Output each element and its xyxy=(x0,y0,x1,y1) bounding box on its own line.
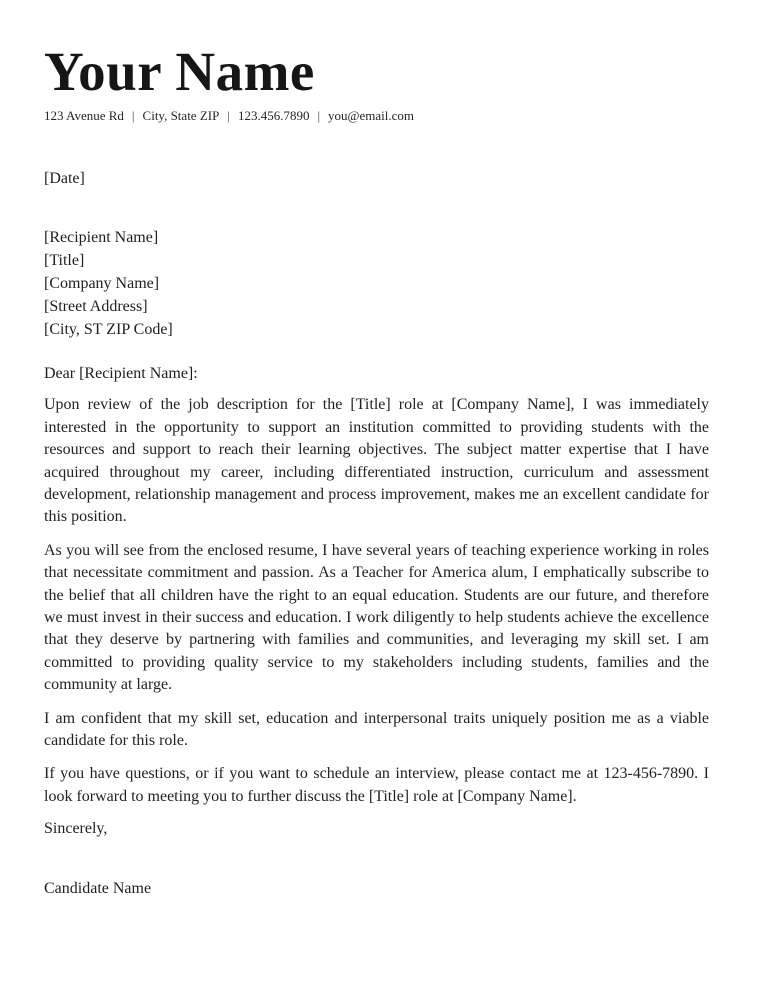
body-paragraph-3: I am confident that my skill set, education and interpersonal traits uniquely position me as a viable candidate for this role. xyxy=(44,709,709,750)
candidate-name-heading: Your Name xyxy=(44,41,315,102)
date-placeholder: [Date] xyxy=(44,170,85,188)
salutation-line: Dear [Recipient Name]: xyxy=(44,365,198,383)
contact-phone: 123.456.7890 xyxy=(237,108,310,124)
contact-address: 123 Avenue Rd xyxy=(44,108,124,124)
contact-info-line xyxy=(44,108,709,124)
letter-header xyxy=(44,42,709,124)
contact-separator: | xyxy=(131,108,135,124)
closing-line: Sincerely, xyxy=(44,820,108,838)
recipient-street-placeholder: [Street Address] xyxy=(44,298,148,316)
recipient-name-placeholder: [Recipient Name] xyxy=(44,229,159,247)
body-paragraph-2: As you will see from the enclosed resume, I have several years of teaching experience working in roles that necessitate commitment and passion. As a Teacher for America alum, I emphatically subscribe to the belief that all children have the right to an equal education. Students are our future, and therefore we must invest in their success and education. I work diligently to help students achieve the excellence that they deserve by partnering with families and communities, and leveraging my skill set. I am committed to providing quality service to my stakeholders including students, families and the community at large. xyxy=(44,541,709,694)
recipient-address-block xyxy=(44,226,709,341)
contact-city-state-zip: City, State ZIP xyxy=(142,108,220,124)
contact-separator: | xyxy=(317,108,321,124)
contact-separator: | xyxy=(227,108,230,124)
contact-email: you@email.com xyxy=(328,108,415,124)
recipient-title-placeholder: [Title] xyxy=(44,252,85,270)
body-paragraph-1: Upon review of the job description for the [Title] role at [Company Name], I was immediately interested in the opportunity to support an institution committed to providing students with the resources and support to reach their learning objectives. The subject matter expertise that I have acquired throughout my career, including differentiated instruction, curriculum and assessment development, relationship management and process improvement, makes me an excellent candidate for this position. xyxy=(44,396,709,526)
recipient-city-zip-placeholder: [City, ST ZIP Code] xyxy=(44,321,173,339)
signature-name: Candidate Name xyxy=(44,880,152,898)
recipient-company-placeholder: [Company Name] xyxy=(44,275,160,293)
body-paragraph-4: If you have questions, or if you want to schedule an interview, please contact me at 123-456-7890. I look forward to meeting you to further discuss the [Title] role at [Company Name]. xyxy=(44,765,709,805)
